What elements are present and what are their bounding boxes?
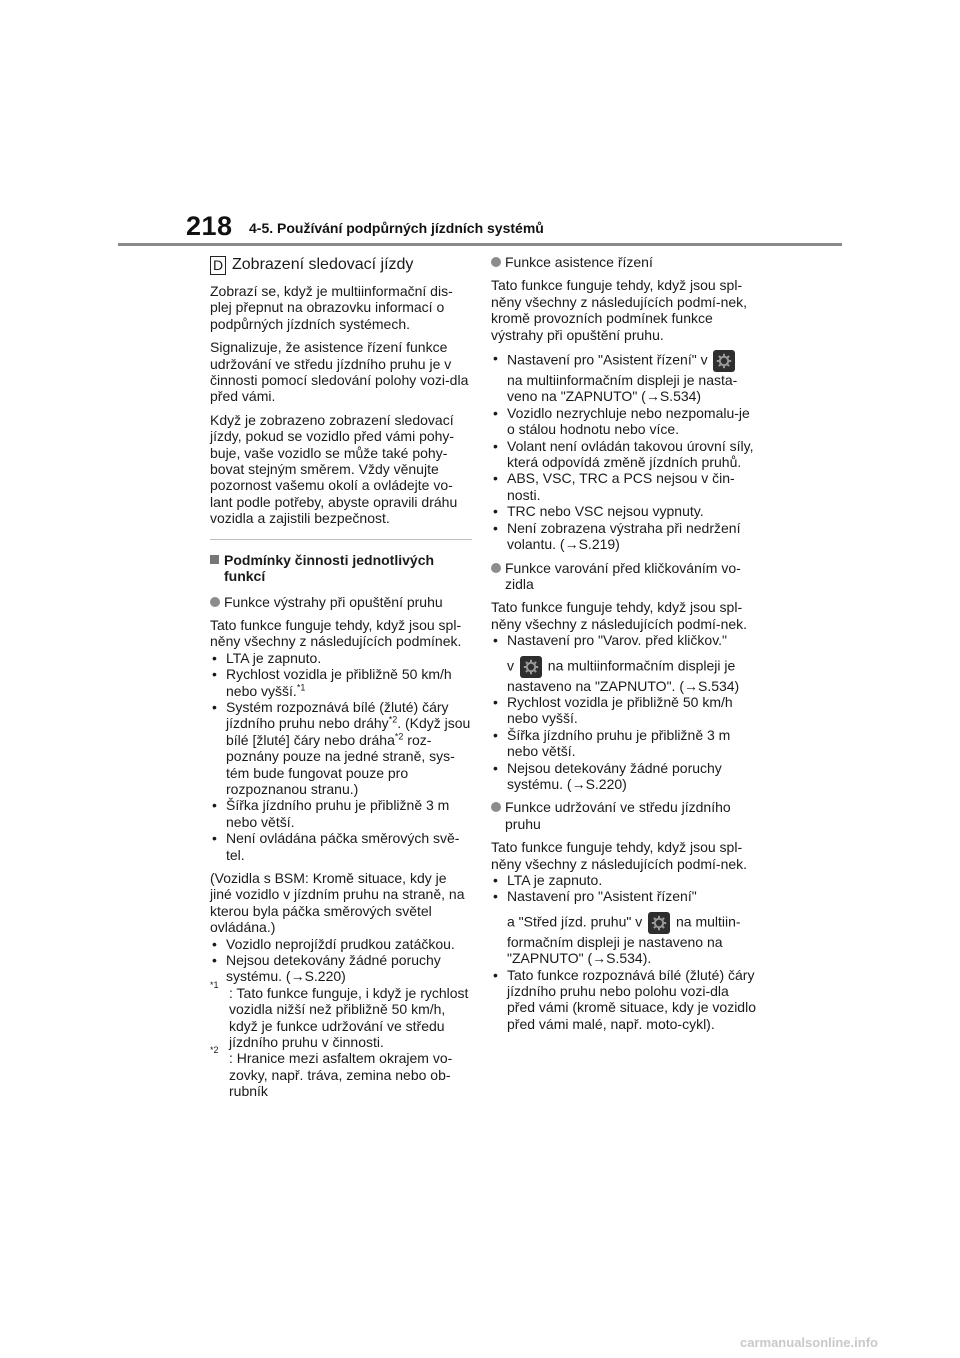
function-heading <box>491 254 757 270</box>
list-item: • Tato funkce rozpoznává bílé (žluté) čáry jízdního pruhu nebo polohu vozi-dla před vámi (kromě situace, kdy je vozidlo před vámi malé, např. moto-cykl). <box>491 967 757 1033</box>
heading-letter-box: D <box>210 256 226 275</box>
list-item: • Šířka jízdního pruhu je přibližně 3 m nebo větší. <box>210 797 472 830</box>
function-heading <box>210 594 472 610</box>
function-heading-text: Funkce asistence řízení <box>505 254 653 270</box>
footnote-text: : Hranice mezi asfaltem okrajem vo-zovky, např. tráva, zemina nebo ob-rubník <box>229 1050 453 1100</box>
paragraph: Signalizuje, že asistence řízení funkce udržování ve středu jízdního pruhu je v činnosti pomocí sledování polohy vozi-dla před vámi. <box>210 339 469 405</box>
square-bullet-icon <box>210 555 219 564</box>
conditions-heading <box>210 552 472 585</box>
list-item: • Není zobrazena výstraha při nedržení volantu. (→S.219) <box>491 520 757 553</box>
list-item <box>210 699 472 797</box>
circle-bullet-icon <box>210 597 220 607</box>
function-heading <box>491 560 757 593</box>
circle-bullet-icon <box>491 802 501 812</box>
footnote-ref: *1 <box>296 681 306 692</box>
list-item-continuation <box>491 912 757 967</box>
circle-bullet-icon <box>491 563 501 573</box>
list-item: • Nastavení pro "Asistent řízení" <box>491 888 757 904</box>
footnote-ref: *2 <box>394 731 404 742</box>
list-item-text: . (Když jsou bílé [žluté] čáry nebo dráha <box>226 715 471 748</box>
page-number: 218 <box>186 211 233 241</box>
list-item: • Volant není ovládán takovou úrovní síly, která odpovídá změně jízdních pruhů. <box>491 438 757 471</box>
list-item: • Rychlost vozidla je přibližně 50 km/h nebo vyšší. <box>491 694 757 727</box>
left-column <box>210 256 472 1100</box>
paragraph: Když je zobrazeno zobrazení sledovací jízdy, pokud se vozidlo před vámi pohy-buje, vaše vozidlo se může také pohy-bovat stejným směrem. Vždy věnujte pozornost vašemu okolí a ovládejte vo-lant podle potřeby, abyste opravili dráhu vozidla a zajistili bezpečnost. <box>210 411 458 527</box>
list-item-text: na multiinformačním displeji je nastaveno na "ZAPNUTO". (→S.534) <box>507 657 740 694</box>
list-item-continuation <box>491 656 757 694</box>
gear-icon <box>713 350 735 372</box>
list-item: • ABS, VSC, TRC a PCS nejsou v čin-nosti. <box>491 470 757 503</box>
list-item: • Vozidlo neprojíždí prudkou zatáčkou. <box>210 936 472 952</box>
list-item-text: roz-poznány pouze na jedné straně, sys-tém bude fungovat pouze pro rozpoznanou stranu.) <box>226 731 455 797</box>
conditions-heading-text: Podmínky činnosti jednotlivých funkcí <box>224 551 435 585</box>
footnote-text: : Tato funkce funguje, i když je rychlost vozidla nižší než přibližně 50 km/h, když je funkce udržování ve středu jízdního pruhu v činnosti. <box>229 984 469 1051</box>
list-item: • Nejsou detekovány žádné poruchy systému. (→S.220) <box>491 760 757 793</box>
paragraph: (Vozidla s BSM: Kromě situace, kdy je jiné vozidlo v jízdním pruhu na straně, na kterou byla páčka směrových světel ovládána.) <box>210 870 465 936</box>
footnote: *2 : Hranice mezi asfaltem okrajem vo-zovky, např. tráva, zemina nebo ob-rubník <box>210 1045 453 1100</box>
gear-icon <box>648 912 670 934</box>
header-rule <box>118 243 842 246</box>
section-title: 4-5. Používání podpůrných jízdních systémů <box>249 220 544 236</box>
list-item-text: a "Střed jízd. pruhu" v <box>507 913 643 930</box>
function-heading-text: Funkce udržování ve středu jízdního pruhu <box>505 799 731 832</box>
list-item-text: Systém rozpoznává bílé (žluté) čáry jízdního pruhu nebo dráhy <box>226 698 449 732</box>
paragraph: Tato funkce funguje tehdy, když jsou spl-něny všechny z následujících podmí-nek. <box>491 599 748 632</box>
gear-icon <box>520 656 542 678</box>
function-heading-text: Funkce výstrahy při opuštění pruhu <box>224 593 443 610</box>
list-item-text: Rychlost vozidla je přibližně 50 km/h nebo vyšší. <box>226 666 452 699</box>
paragraph: Tato funkce funguje tehdy, když jsou spl-něny všechny z následujících podmínek. <box>210 616 462 650</box>
function-heading <box>491 799 757 832</box>
list-item <box>491 350 757 372</box>
list-item-text: v <box>507 657 514 674</box>
paragraph: Tato funkce funguje tehdy, když jsou spl-něny všechny z následujících podmí-nek. <box>491 839 748 872</box>
right-column <box>491 254 757 1032</box>
list-item: • Šířka jízdního pruhu je přibližně 3 m nebo větší. <box>491 727 757 760</box>
display-heading-text: Zobrazení sledovací jízdy <box>232 256 414 274</box>
divider <box>210 539 472 540</box>
list-item: • Není ovládána páčka směrových svě-tel. <box>210 830 472 863</box>
list-item: • Nejsou detekovány žádné poruchy systému. (→S.220) <box>210 952 472 985</box>
circle-bullet-icon <box>491 257 501 267</box>
function-heading-text: Funkce varování před kličkováním vo-zidla <box>505 559 741 592</box>
list-item-text: Nastavení pro "Asistent řízení" v <box>507 351 708 368</box>
list-item: • TRC nebo VSC nejsou vypnuty. <box>491 503 757 519</box>
footnote-ref: *2 <box>388 714 398 725</box>
list-item: • LTA je zapnuto. <box>491 872 757 888</box>
list-item: • LTA je zapnuto. <box>210 650 472 666</box>
paragraph: Zobrazí se, když je multiinformační dis-plej přepnut na obrazovku informací o podpůrných jízdních systémech. <box>210 283 453 332</box>
watermark: carmanualsonline.info <box>740 1335 878 1350</box>
list-item: • Vozidlo nezrychluje nebo nezpomalu-je o stálou hodnotu nebo více. <box>491 405 757 438</box>
list-item <box>210 666 472 699</box>
display-heading <box>210 256 472 275</box>
list-item: • Nastavení pro "Varov. před kličkov." <box>491 632 757 648</box>
paragraph: Tato funkce funguje tehdy, když jsou spl-něny všechny z následujících podmí-nek, kromě provozních podmínek funkce výstrahy při opuštění pruhu. <box>491 277 748 343</box>
list-item-text: na multiin-formačním displeji je nastaveno na "ZAPNUTO" (→S.534). <box>507 913 741 967</box>
list-item-continuation: na multiinformačním displeji je nasta-veno na "ZAPNUTO" (→S.534) <box>507 372 738 405</box>
footnote: *1 : Tato funkce funguje, i když je rychlost vozidla nižší než přibližně 50 km/h, když je funkce udržování ve středu jízdního pruhu v činnosti. <box>210 979 469 1051</box>
